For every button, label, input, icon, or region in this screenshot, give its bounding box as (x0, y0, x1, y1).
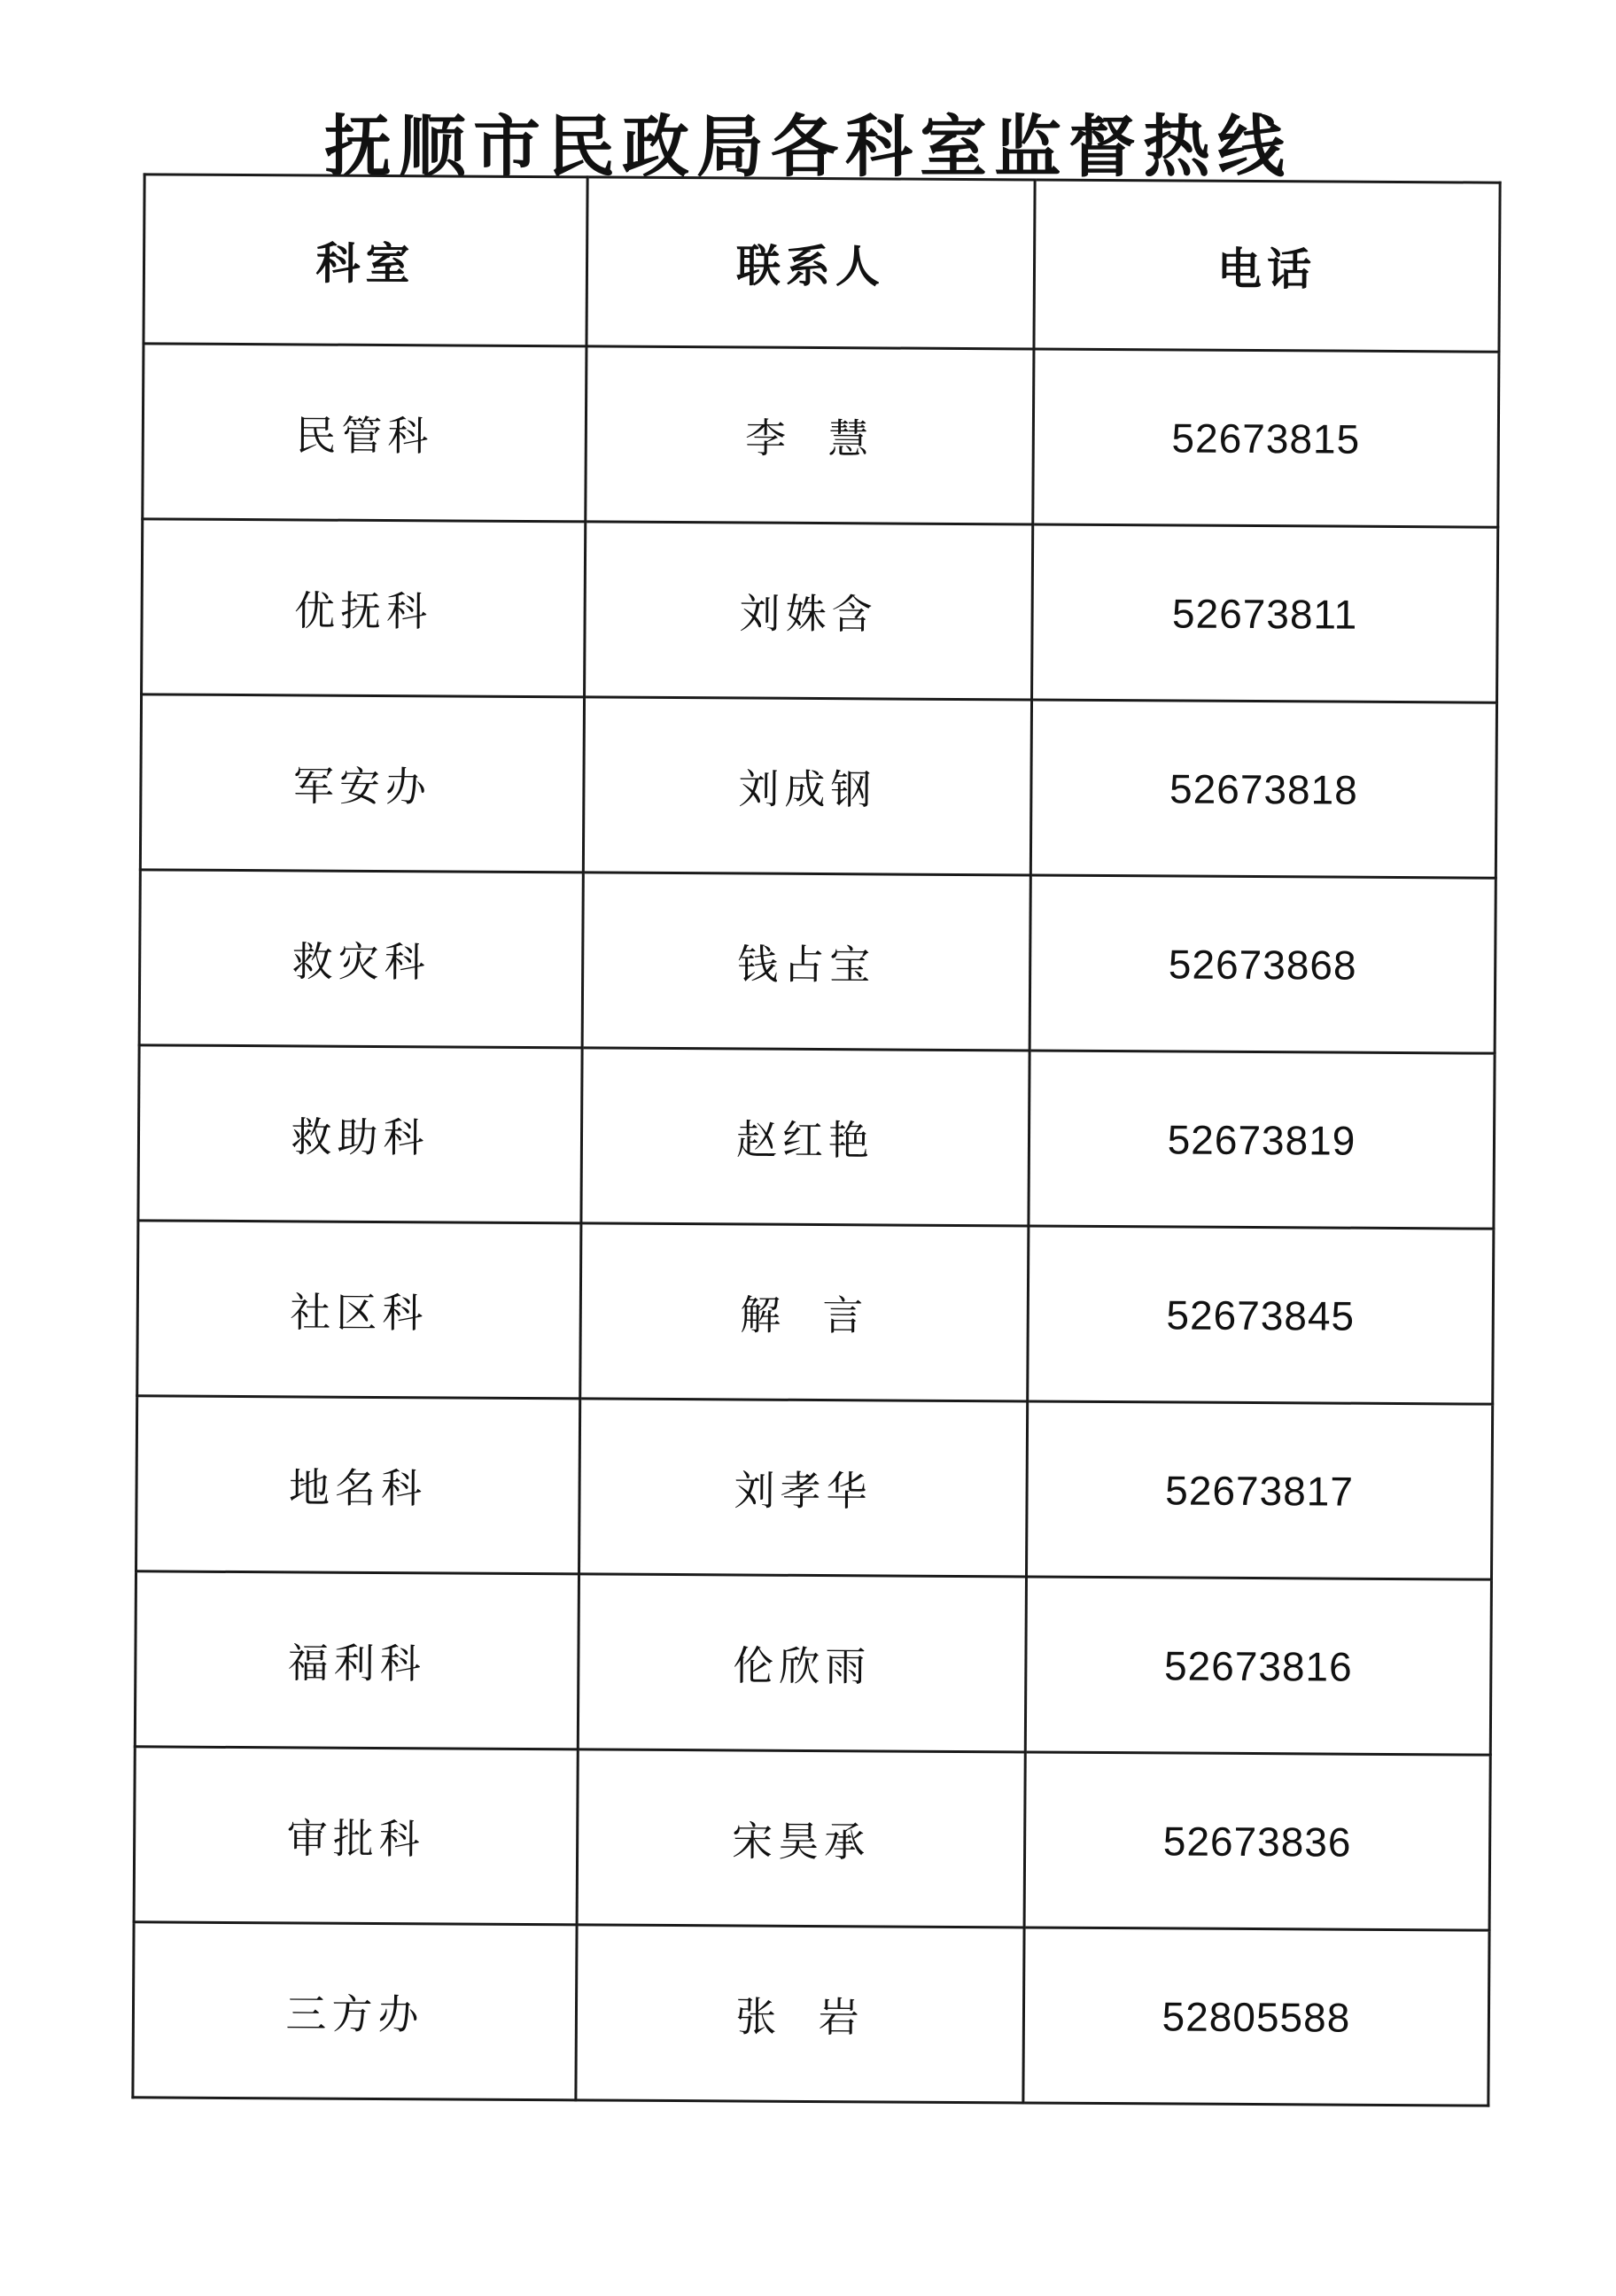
department-cell: 救助科 (138, 1045, 582, 1223)
contact-cell: 刘孝华 (579, 1399, 1028, 1577)
phone-cell: 52673818 (1030, 700, 1496, 878)
table-row (133, 1922, 1489, 2106)
department-cell: 地名科 (136, 1396, 580, 1574)
contact-cell: 张 岩 (576, 1925, 1024, 2103)
department-cell: 审批科 (134, 1747, 578, 1925)
phone-cell: 52673815 (1033, 349, 1499, 527)
contact-cell: 李 慧 (586, 346, 1034, 524)
contact-cell: 赵红艳 (581, 1048, 1029, 1226)
table-row (140, 694, 1496, 878)
contact-cell: 宋昊承 (577, 1749, 1025, 1928)
phone-cell: 52673868 (1029, 875, 1496, 1053)
table-row (138, 1045, 1495, 1229)
contact-cell: 刘姝含 (585, 522, 1033, 700)
header-department: 科室 (144, 175, 587, 346)
department-cell: 民管科 (143, 344, 587, 522)
phone-cell: 52673845 (1028, 1226, 1494, 1404)
hotline-table (131, 173, 1501, 2106)
phone-cell: 52673816 (1025, 1577, 1491, 1755)
department-cell: 军安办 (140, 694, 584, 873)
table-header-row (144, 175, 1500, 352)
page-title: 抚顺市民政局各科室监督热线 (324, 107, 1292, 186)
table-row (135, 1571, 1491, 1755)
department-cell: 优抚科 (142, 519, 586, 697)
contact-cell: 刘成钢 (583, 697, 1031, 875)
phone-cell: 52805588 (1023, 1928, 1489, 2106)
table-row (139, 870, 1496, 1053)
table-row (134, 1747, 1490, 1930)
table-row (143, 344, 1499, 527)
contact-cell: 钱占宝 (582, 873, 1030, 1051)
header-phone: 电话 (1034, 180, 1500, 352)
contact-cell: 伦欣雨 (578, 1574, 1026, 1752)
department-cell: 社区科 (137, 1221, 581, 1399)
table-row (137, 1221, 1494, 1404)
phone-cell: 52673811 (1032, 524, 1498, 702)
contact-cell: 解 言 (580, 1223, 1029, 1401)
table-row (142, 519, 1498, 702)
phone-cell: 52673836 (1024, 1752, 1490, 1930)
phone-cell: 52673817 (1026, 1401, 1492, 1579)
department-cell: 救灾科 (139, 870, 583, 1048)
department-cell: 三方办 (133, 1922, 577, 2100)
phone-cell: 52673819 (1029, 1051, 1495, 1229)
header-contact: 联系人 (587, 177, 1035, 349)
department-cell: 福利科 (135, 1571, 579, 1749)
table-row (136, 1396, 1493, 1579)
